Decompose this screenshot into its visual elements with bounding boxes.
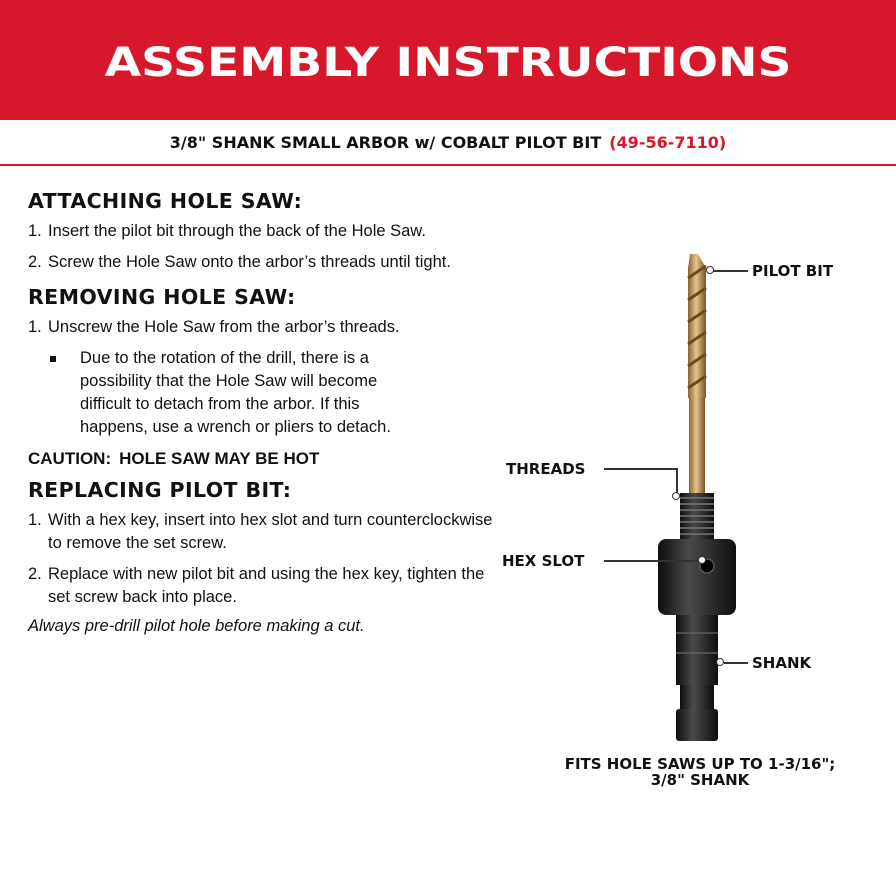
fits-line-1: FITS HOLE SAWS UP TO 1-3/16";	[564, 755, 836, 773]
instructions	[28, 186, 508, 636]
pilot-bit-label: PILOT BIT	[752, 262, 834, 280]
caution-text: CAUTION: HOLE SAW MAY BE HOT	[28, 449, 320, 468]
hex-slot-label: HEX SLOT	[502, 552, 585, 570]
attaching-step-2: 2. Screw the Hole Saw onto the arbor’s threads until tight.	[28, 253, 451, 271]
removing-step-1: 1. Unscrew the Hole Saw from the arbor’s threads.	[28, 318, 400, 336]
arbor-illustration	[640, 248, 760, 748]
pilot-bit-pointer	[706, 266, 714, 274]
attaching-step-1: 1. Insert the pilot bit through the back of the Hole Saw.	[28, 222, 426, 240]
product-subtitle	[0, 120, 896, 166]
attaching-heading: ATTACHING HOLE SAW:	[28, 189, 303, 213]
fits-line-2: 3/8" SHANK	[650, 771, 750, 789]
threads-leader	[604, 468, 676, 470]
threads-pointer	[672, 492, 680, 500]
shank-pointer	[716, 658, 724, 666]
arbor-body-icon	[658, 539, 736, 615]
shank-icon	[676, 615, 718, 741]
hex-slot-leader	[604, 560, 700, 562]
pilot-bit-icon	[688, 254, 706, 493]
shank-label: SHANK	[752, 654, 812, 672]
header-banner	[0, 0, 896, 120]
removing-heading: REMOVING HOLE SAW:	[28, 285, 296, 309]
subtitle-text: 3/8" SHANK SMALL ARBOR w/ COBALT PILOT BIT	[169, 132, 602, 152]
replacing-step-2: 2. Replace with new pilot bit and using the hex key, tighten the set screw back into place.	[28, 565, 485, 606]
replacing-step-1: 1. With a hex key, insert into hex slot and turn counterclockwise to remove the set screw.	[28, 511, 493, 552]
bullet-icon	[50, 356, 56, 362]
replacing-heading: REPLACING PILOT BIT:	[28, 478, 292, 502]
threads-icon	[680, 493, 714, 539]
threads-label: THREADS	[506, 460, 586, 478]
part-number: (49-56-7110)	[609, 132, 727, 152]
shank-leader	[724, 662, 748, 664]
threads-leader-drop	[676, 468, 678, 494]
pilot-bit-leader	[712, 270, 748, 272]
pre-drill-note: Always pre-drill pilot hole before making a cut.	[28, 617, 365, 635]
hex-slot-pointer	[698, 556, 706, 564]
fits-caption	[520, 756, 880, 788]
removing-bullet: Due to the rotation of the drill, there is a possibility that the Hole Saw will become difficult to detach from the arbor. If this happens, use a wrench or pliers to detach.	[28, 347, 420, 439]
page-title: ASSEMBLY INSTRUCTIONS	[104, 40, 792, 86]
